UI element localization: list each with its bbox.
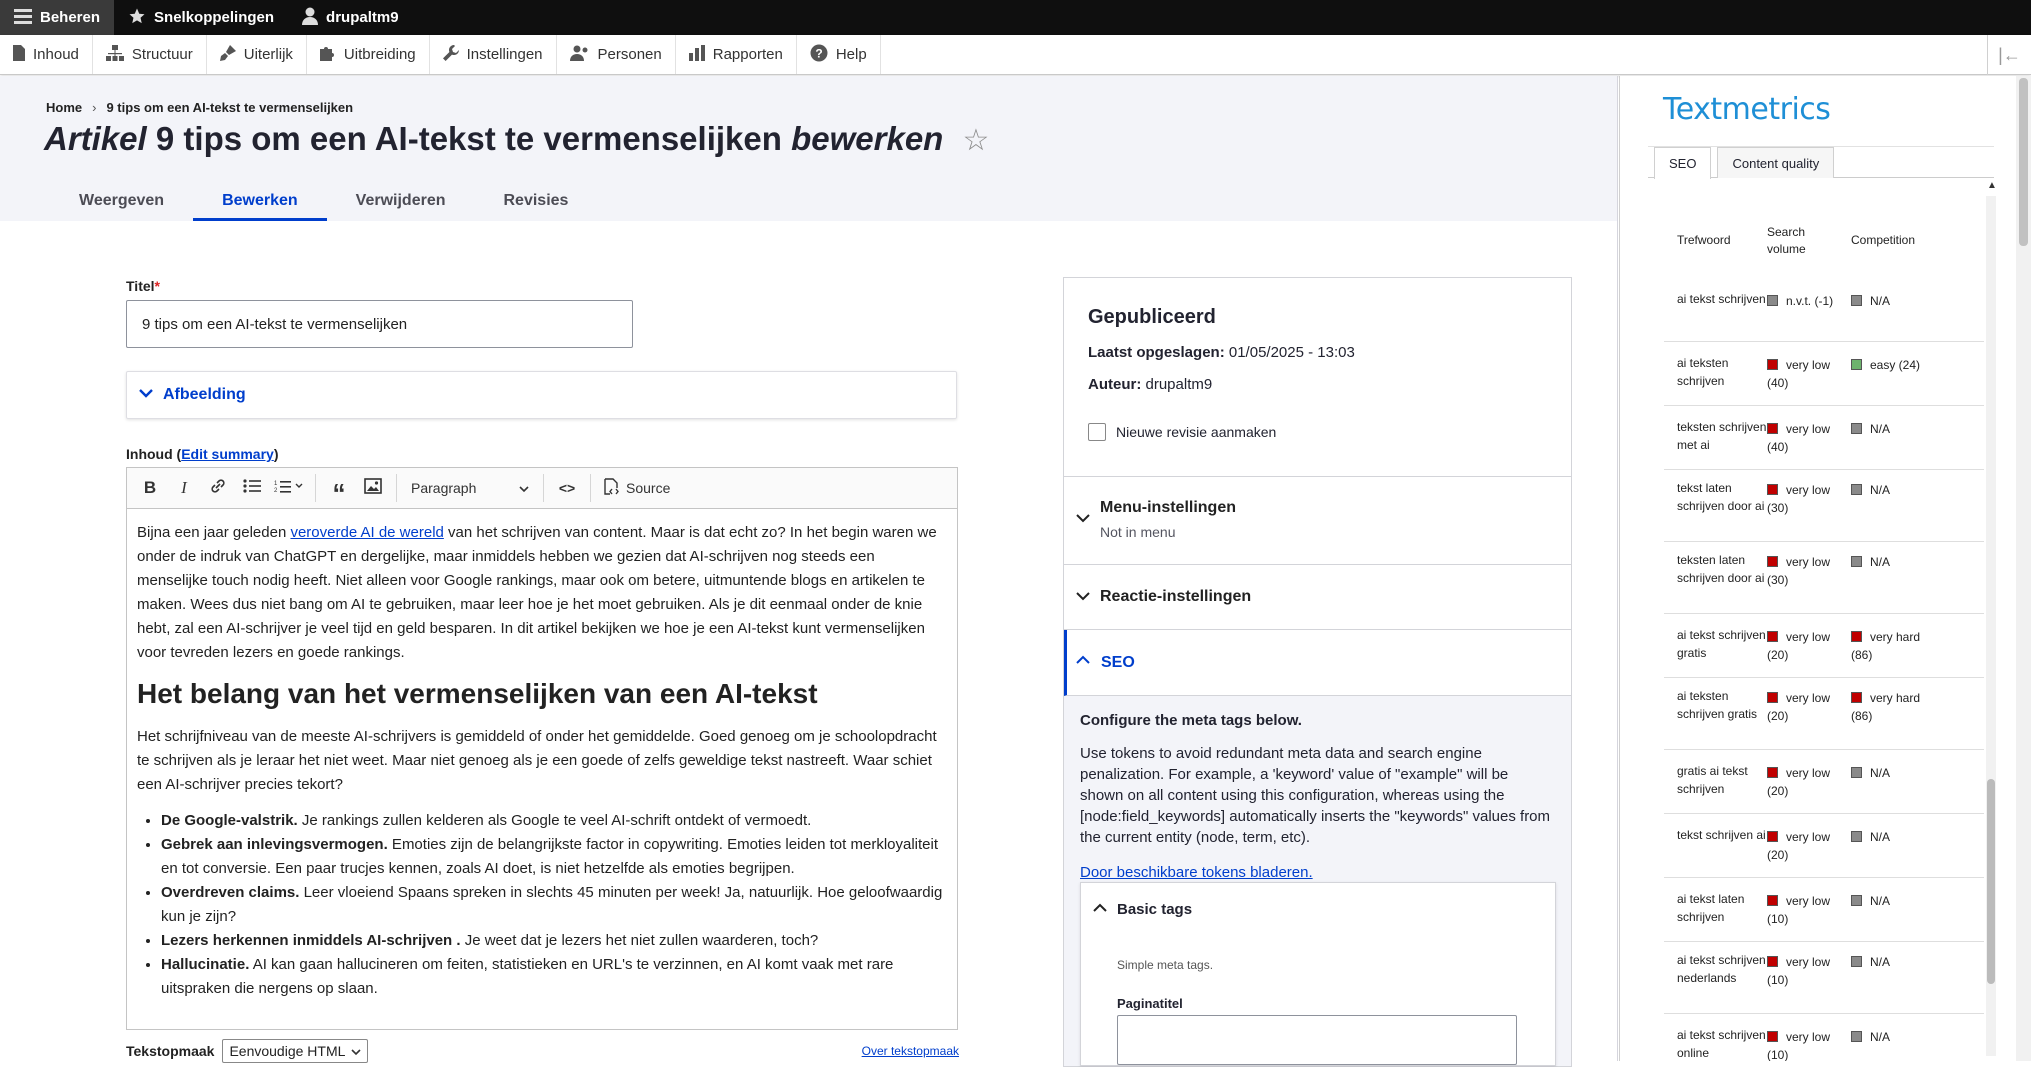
competition-cell: [1851, 892, 1921, 910]
menu-settings-title: Menu-instellingen: [1100, 499, 1236, 516]
list-item-text: Emoties zijn de belangrijkste factor in copywriting. Emoties leiden tot merkloyaliteit en tot conversie. Een paar trucjes kennen, zoals AI doet, is niet hetzelfde als emoties begrijpen.: [161, 836, 939, 877]
competition-value: N/A: [1870, 830, 1891, 844]
editor-toolbar: [127, 468, 957, 509]
keyword-row: [1664, 342, 1984, 406]
source-button[interactable]: [599, 473, 673, 503]
publish-status-panel: [1064, 278, 1571, 477]
volume-cell: [1767, 764, 1837, 800]
chevron-down-icon: [519, 480, 529, 496]
conquered-link[interactable]: veroverde AI de wereld: [290, 524, 444, 541]
tray-item-config[interactable]: [430, 35, 557, 74]
header-volume: Search volume: [1767, 225, 1806, 256]
basic-tags-panel: [1080, 882, 1556, 1066]
shortcuts-button[interactable]: [114, 0, 288, 35]
volume-cell: [1767, 953, 1837, 989]
main-content: [0, 221, 1618, 1061]
tab-seo[interactable]: SEO: [1654, 147, 1711, 179]
keyword-cell: ai tekst schrijven nederlands: [1677, 953, 1766, 985]
image-button[interactable]: [358, 473, 388, 503]
seo-description: Use tokens to avoid redundant meta data and search engine penalization. For example, a 'keyword' value of "example" will be shown on all content using this configuration, whereas using the [node:field_keywords] automatically inserts the "keywords" values from the current entity (node, term, etc).: [1080, 745, 1551, 846]
page-header: [0, 76, 1618, 221]
favorite-star-icon[interactable]: ☆: [962, 124, 990, 157]
user-label: drupaltm9: [326, 9, 399, 26]
bulleted-list-icon: [243, 479, 261, 497]
competition-indicator: [1851, 692, 1862, 703]
paragraph: Het schrijfniveau van de meeste AI-schrijvers is gemiddeld of onder het gemiddelde. Goed genoeg om je schoolopdracht te schrijven als je leraar het niet weet. Maar niet genoeg als je een goede of zelfs geweldige tekst nastreeft. Waar schiet een AI-schrijver precies tekort?: [137, 728, 937, 793]
competition-cell: [1851, 420, 1921, 438]
publish-status: Gepubliceerd: [1088, 306, 1216, 328]
puzzle-icon: [320, 45, 336, 65]
keyword-row: [1664, 406, 1984, 470]
list-item-bold: Hallucinatie.: [161, 956, 250, 973]
breadcrumb-home[interactable]: Home: [46, 100, 83, 115]
volume-indicator: [1767, 831, 1778, 842]
competition-cell: [1851, 628, 1921, 664]
competition-value: N/A: [1870, 894, 1891, 908]
page-title: [44, 120, 989, 158]
competition-indicator: [1851, 956, 1862, 967]
textmetrics-logo: Textmetrics: [1663, 92, 1831, 127]
tray-label: Inhoud: [33, 46, 79, 63]
keyword-row: [1664, 542, 1984, 614]
competition-value: very hard (86): [1851, 691, 1921, 723]
text-format-label: Tekstopmaak: [126, 1043, 215, 1059]
tray-item-help[interactable]: [797, 35, 881, 74]
chevron-down-icon: [1076, 511, 1090, 529]
keyword-row: [1664, 1014, 1984, 1061]
heading-dropdown-value: Paragraph: [411, 480, 477, 496]
heading-dropdown[interactable]: [405, 473, 535, 503]
user-menu-button[interactable]: [288, 0, 413, 35]
new-revision-label: Nieuwe revisie aanmaken: [1116, 424, 1277, 440]
basic-tags-title[interactable]: Basic tags: [1117, 901, 1193, 918]
tab-content-quality[interactable]: Content quality: [1717, 147, 1834, 178]
list-item: [161, 881, 947, 929]
tray-label: Uitbreiding: [343, 46, 416, 63]
tab-revisions[interactable]: Revisies: [503, 191, 569, 209]
link-button[interactable]: [203, 473, 233, 503]
seo-panel-title: SEO: [1101, 654, 1135, 671]
tray-label: Structuur: [131, 46, 193, 63]
file-icon: [13, 45, 25, 65]
list-item-bold: Overdreven claims.: [161, 884, 300, 901]
volume-cell: [1767, 828, 1837, 864]
svg-text:1: 1: [274, 481, 278, 487]
menu-settings-summary: Not in menu: [1100, 524, 1176, 540]
chevron-up-icon[interactable]: [1093, 898, 1107, 919]
volume-indicator: [1767, 484, 1778, 495]
keyword-row: [1664, 470, 1984, 542]
paragraph-text: van het schrijven van content. Maar is dat echt zo? In het begin waren we onder de indruk van ChatGPT en dergelijke, maar inmiddels hebben we gezien dat AI-schrijven nog steeds een menselijke touch nodig heeft. Niet alleen voor Google rankings, maar ook om betere, uitmuntende blogs en artikelen te maken. Wees dus niet bang om AI te gebruiken, maar leer hoe je het moet gebruiken. Als je dit eenmaal onder de knie hebt, zal een AI-schrijver je veel tijd en geld besparen. In dit artikel bekijken we hoe je een AI-tekst kunt vermenselijken voor tevreden lezers en goede rankings.: [137, 524, 937, 661]
new-revision-row: [1088, 423, 1276, 441]
link-icon: [209, 477, 227, 499]
competition-cell: [1851, 828, 1921, 846]
keyword-cell: tekst laten schrijven door ai: [1677, 481, 1765, 513]
people-icon: [570, 45, 590, 65]
basic-tags-description: Simple meta tags.: [1117, 958, 1214, 972]
volume-indicator: [1767, 767, 1778, 778]
manage-menu-button[interactable]: [0, 0, 114, 35]
volume-value: very low (40): [1767, 422, 1831, 454]
chevron-down-icon: [139, 386, 153, 404]
list-item-text: Je weet dat je lezers het niet zullen waarderen, toch?: [460, 932, 819, 949]
last-saved-row: [1088, 344, 1355, 361]
user-icon: [302, 7, 318, 29]
competition-cell: [1851, 553, 1921, 571]
body-label-text: Inhoud: [126, 446, 173, 462]
competition-value: N/A: [1870, 766, 1891, 780]
bar-chart-icon: [689, 45, 705, 65]
bullet-list: [137, 809, 947, 1001]
volume-cell: [1767, 292, 1837, 310]
competition-cell: [1851, 1028, 1921, 1046]
seo-panel-body: [1064, 696, 1571, 1066]
volume-value: very low (20): [1767, 691, 1831, 723]
volume-value: very low (30): [1767, 483, 1831, 515]
volume-value: very low (20): [1767, 830, 1831, 862]
volume-indicator: [1767, 692, 1778, 703]
sitemap-icon: [106, 45, 124, 65]
keyword-row: [1664, 614, 1984, 678]
editor-content[interactable]: [127, 509, 957, 1001]
image-details-toggle[interactable]: [126, 371, 957, 419]
quote-icon: “: [332, 478, 346, 508]
list-item-bold: Gebrek aan inlevingsvermogen.: [161, 836, 388, 853]
toolbar-separator: [543, 474, 544, 502]
shortcuts-label: Snelkoppelingen: [154, 9, 275, 26]
list-item-text: AI kan gaan hallucineren om feiten, statistieken en URL's te verzinnen, en AI komt vaak met rare uitspraken die nergens op slaan.: [161, 956, 894, 997]
menu-settings-panel[interactable]: [1064, 477, 1571, 565]
list-item-bold: De Google-valstrik.: [161, 812, 298, 829]
chevron-up-icon: [1076, 652, 1090, 670]
competition-indicator: [1851, 556, 1862, 567]
keyword-table-header: [1664, 224, 1984, 274]
bulleted-list-button[interactable]: [237, 473, 267, 503]
keyword-cell: ai tekst laten schrijven: [1677, 892, 1745, 924]
volume-indicator: [1767, 295, 1778, 306]
volume-value: very low (40): [1767, 358, 1831, 390]
volume-value: very low (10): [1767, 955, 1831, 987]
textmetrics-sidebar: [1619, 76, 2031, 1061]
competition-indicator: [1851, 295, 1862, 306]
new-revision-checkbox[interactable]: [1088, 423, 1106, 441]
volume-indicator: [1767, 895, 1778, 906]
collapse-left-icon: |←: [1998, 44, 2021, 65]
title-main: 9 tips om een AI-tekst te vermenselijken: [155, 120, 782, 157]
tray-item-people[interactable]: [557, 35, 676, 74]
tray-label: Rapporten: [712, 46, 783, 63]
keyword-cell: ai teksten schrijven gratis: [1677, 689, 1758, 721]
volume-cell: [1767, 553, 1837, 589]
volume-cell: [1767, 1028, 1837, 1061]
tray-item-structure[interactable]: [93, 35, 207, 74]
title-input[interactable]: 9 tips om een AI-tekst te vermenselijken: [126, 300, 633, 348]
list-item: [161, 833, 947, 881]
competition-value: N/A: [1870, 1030, 1891, 1044]
competition-cell: [1851, 689, 1921, 725]
textmetrics-tabs: [1648, 146, 1994, 178]
header-competition: Competition: [1851, 233, 1916, 247]
competition-value: N/A: [1870, 483, 1891, 497]
comment-settings-panel[interactable]: [1064, 565, 1571, 630]
volume-value: very low (30): [1767, 555, 1831, 587]
italic-icon: I: [181, 478, 187, 497]
volume-cell: [1767, 689, 1837, 725]
volume-cell: [1767, 892, 1837, 928]
page-title-input[interactable]: [1117, 1015, 1517, 1065]
volume-indicator: [1767, 423, 1778, 434]
keyword-cell: ai tekst schrijven gratis: [1677, 628, 1766, 660]
text-format-help-link[interactable]: Over tekstopmaak: [861, 1044, 959, 1058]
admin-tray: [0, 35, 2031, 75]
competition-indicator: [1851, 1031, 1862, 1042]
page-title-label: Paginatitel: [1117, 996, 1183, 1011]
code-button[interactable]: [552, 473, 582, 503]
text-format-select[interactable]: [222, 1039, 368, 1063]
list-item: [161, 929, 947, 953]
toolbar-separator: [396, 474, 397, 502]
seo-panel-toggle[interactable]: [1064, 630, 1571, 696]
tab-delete[interactable]: Verwijderen: [355, 191, 446, 209]
seo-heading: Configure the meta tags below.: [1080, 712, 1302, 729]
author-row: [1088, 376, 1212, 393]
scroll-up-icon[interactable]: ▲: [1987, 180, 1997, 191]
last-saved-value: 01/05/2025 - 13:03: [1228, 344, 1355, 361]
tray-item-appearance[interactable]: [207, 35, 307, 74]
blockquote-button[interactable]: [324, 473, 354, 508]
volume-value: very low (20): [1767, 630, 1831, 662]
keyword-row: [1664, 678, 1984, 750]
paragraph: [137, 521, 947, 665]
volume-indicator: [1767, 631, 1778, 642]
volume-indicator: [1767, 556, 1778, 567]
tray-item-content[interactable]: [0, 35, 93, 74]
tab-view[interactable]: Weergeven: [79, 191, 165, 209]
required-marker: *: [154, 278, 160, 294]
scrollbar-thumb[interactable]: [2019, 78, 2028, 246]
last-saved-label: Laatst opgeslagen:: [1088, 344, 1225, 361]
header-keyword: Trefwoord: [1677, 233, 1731, 247]
competition-indicator: [1851, 895, 1862, 906]
keyword-row: [1664, 814, 1984, 878]
text-format-value: Eenvoudige HTML: [229, 1043, 346, 1059]
italic-button[interactable]: [169, 473, 199, 503]
tab-edit[interactable]: Bewerken: [193, 180, 327, 221]
source-label: Source: [626, 480, 671, 496]
tray-item-reports[interactable]: [676, 35, 797, 74]
list-item-text: Leer vloeiend Spaans spreken in slechts 45 minuten per week! Ja, natuurlijk. Hoe geloofwaardig kun je zijn?: [161, 884, 943, 925]
title-suffix: bewerken: [791, 120, 944, 157]
volume-cell: [1767, 420, 1837, 456]
volume-value: very low (20): [1767, 766, 1831, 798]
competition-cell: [1851, 292, 1921, 310]
keyword-cell: tekst schrijven ai: [1677, 828, 1766, 842]
svg-text:2: 2: [274, 488, 278, 493]
volume-indicator: [1767, 1031, 1778, 1042]
source-icon: [602, 478, 620, 499]
numbered-list-icon: [274, 479, 304, 497]
image-details-label: Afbeelding: [163, 386, 246, 403]
competition-indicator: [1851, 631, 1862, 642]
meta-sidebar: [1063, 277, 1572, 1067]
bold-icon: B: [143, 478, 157, 497]
competition-indicator: [1851, 831, 1862, 842]
toolbar-separator: [590, 474, 591, 502]
breadcrumb-separator: ›: [92, 100, 97, 115]
keyword-cell: ai tekst schrijven: [1677, 292, 1766, 306]
ckeditor: [126, 467, 958, 1030]
volume-value: n.v.t. (-1): [1786, 294, 1834, 308]
code-icon: <>: [558, 480, 576, 496]
comment-settings-title: Reactie-instellingen: [1100, 588, 1252, 605]
keyword-table: [1664, 184, 1984, 1061]
tray-orientation-toggle[interactable]: [1987, 35, 2031, 75]
competition-value: N/A: [1870, 422, 1891, 436]
competition-indicator: [1851, 767, 1862, 778]
browse-tokens-link[interactable]: Door beschikbare tokens bladeren.: [1080, 864, 1313, 881]
competition-indicator: [1851, 423, 1862, 434]
title-prefix: Artikel: [44, 120, 147, 157]
keyword-cell: gratis ai tekst schrijven: [1677, 764, 1748, 796]
title-label: [126, 278, 160, 294]
author-value: drupaltm9: [1145, 376, 1213, 393]
hamburger-icon: [14, 8, 32, 28]
content-heading: Het belang van het vermenselijken van een AI-tekst: [137, 678, 818, 709]
competition-cell: [1851, 953, 1921, 971]
manage-label: Beheren: [40, 9, 101, 26]
competition-cell: [1851, 481, 1921, 499]
keyword-row: [1664, 750, 1984, 814]
keyword-row: [1664, 942, 1984, 1014]
keyword-row: [1664, 278, 1984, 342]
list-item-bold: Lezers herkennen inmiddels AI-schrijven .: [161, 932, 461, 949]
breadcrumb-current: 9 tips om een AI-tekst te vermenselijken: [106, 100, 354, 115]
title-label-text: Titel: [126, 278, 155, 294]
edit-summary-link[interactable]: Edit summary: [181, 446, 274, 462]
sidebar-scrollbar[interactable]: [1986, 196, 1996, 1056]
volume-value: very low (10): [1767, 1030, 1831, 1061]
competition-indicator: [1851, 484, 1862, 495]
competition-cell: [1851, 356, 1921, 374]
author-label: Auteur:: [1088, 376, 1142, 393]
tray-label: Personen: [597, 46, 662, 63]
competition-value: easy (24): [1870, 358, 1921, 372]
tray-label: Help: [835, 46, 867, 63]
paragraph-text: Bijna een jaar geleden: [137, 524, 291, 541]
keyword-cell: teksten laten schrijven door ai: [1677, 553, 1765, 585]
volume-cell: [1767, 481, 1837, 517]
keyword-cell: ai teksten schrijven: [1677, 356, 1729, 388]
volume-value: very low (10): [1767, 894, 1831, 926]
competition-value: very hard (86): [1851, 630, 1921, 662]
chevron-down-icon: [351, 1043, 361, 1059]
keyword-row: [1664, 878, 1984, 942]
wrench-icon: [443, 45, 459, 65]
list-item: [161, 809, 947, 833]
volume-cell: [1767, 356, 1837, 392]
chevron-down-icon: [1076, 589, 1090, 607]
scrollbar-thumb[interactable]: [1987, 779, 1995, 984]
star-icon: [128, 7, 146, 29]
volume-cell: [1767, 628, 1837, 664]
keyword-cell: teksten schrijven met ai: [1677, 420, 1767, 452]
tray-label: Instellingen: [466, 46, 543, 63]
tray-item-extend[interactable]: [307, 35, 430, 74]
competition-value: N/A: [1870, 955, 1891, 969]
competition-value: N/A: [1870, 555, 1891, 569]
competition-indicator: [1851, 359, 1862, 370]
list-item-text: Je rankings zullen kelderen als Google te veel AI-schrift ontdekt of vermoedt.: [297, 812, 812, 829]
bold-button[interactable]: [135, 473, 165, 503]
page-scrollbar[interactable]: [2016, 76, 2031, 1061]
numbered-list-button[interactable]: [271, 473, 307, 503]
svg-text:?: ?: [815, 46, 823, 60]
body-label: Inhoud (Edit summary): [126, 446, 279, 462]
admin-toolbar: [0, 0, 2031, 35]
local-tasks: [50, 180, 597, 221]
toolbar-separator: [315, 474, 316, 502]
tray-label: Uiterlijk: [243, 46, 293, 63]
volume-indicator: [1767, 359, 1778, 370]
list-item: [161, 953, 947, 1001]
brush-icon: [220, 45, 236, 65]
keyword-cell: ai tekst schrijven online: [1677, 1028, 1766, 1060]
competition-value: N/A: [1870, 294, 1891, 308]
image-icon: [364, 478, 382, 498]
help-icon: [810, 44, 828, 66]
text-format-row: [126, 1039, 959, 1063]
volume-indicator: [1767, 956, 1778, 967]
breadcrumb: [46, 100, 353, 115]
competition-cell: [1851, 764, 1921, 782]
